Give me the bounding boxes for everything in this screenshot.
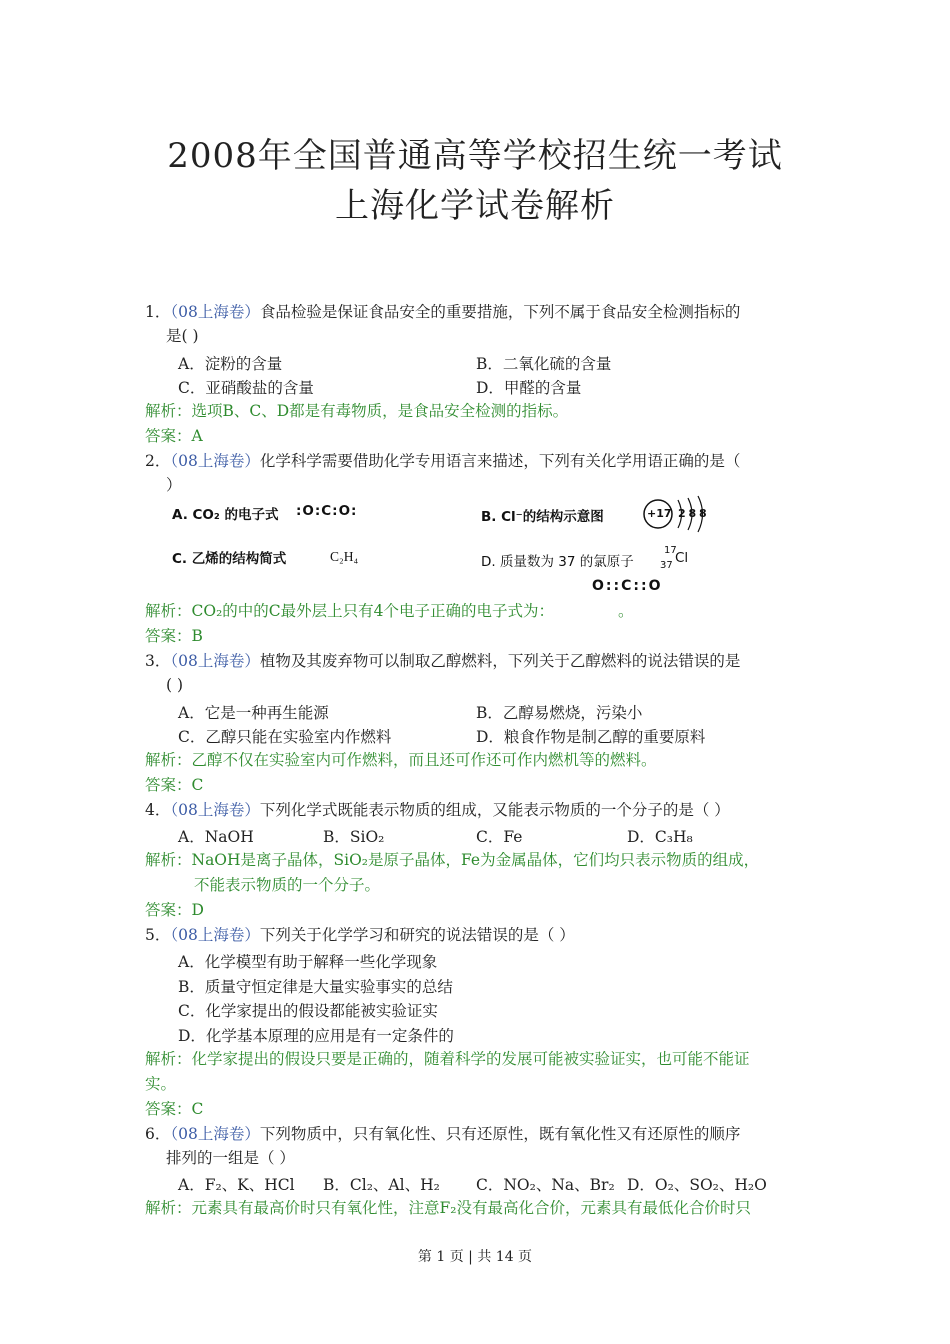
question-text: 食品检验是保证食品安全的重要措施，下列不属于食品安全检测指标的 [259,303,741,321]
question-text: 下列化学式既能表示物质的组成，又能表示物质的一个分子的是（ ） [259,801,730,819]
q3-answer: 答案：C [145,776,204,794]
q2-option-c: C. 乙烯的结构简式 [172,551,287,567]
question-1-stem-cont: 是( ) [166,327,199,345]
question-number: 5． [145,926,171,944]
question-source: （08上海卷） [170,926,260,944]
q4-analysis: 解析：NaOH是离子晶体，SiO₂是原子晶体，Fe为金属晶体，它们均只表示物质的组成， [145,851,760,869]
question-source: （08上海卷） [170,801,260,819]
q4-option-d: D．C₃H₈ [627,828,693,846]
q6-option-a: A．F₂、K、HCl [178,1176,295,1194]
q1-option-b: B．二氧化硫的含量 [476,355,612,373]
q2-option-c-formula: C₂H₄ [330,549,359,564]
question-number: 3． [145,652,171,670]
q3-option-c: C．乙醇只能在实验室内作燃料 [178,728,392,746]
chlorine-symbol: Cl [675,550,689,566]
question-text: 下列物质中，只有氧化性、只有还原性，既有氧化性又有还原性的顺序 [259,1125,741,1143]
q2-option-b: B. Cl⁻的结构示意图 [481,509,604,525]
question-number: 1． [145,303,171,321]
shell-electrons: 2 8 8 [678,507,707,520]
q3-analysis: 解析：乙醇不仅在实验室内可作燃料，而且还可作还可作内燃机等的燃料。 [145,751,657,769]
q2-answer: 答案：B [145,627,203,645]
question-3-stem-cont: ( ) [166,676,184,694]
q4-option-c: C．Fe [476,828,523,846]
q4-analysis-cont: 不能表示物质的一个分子。 [194,876,381,894]
q3-option-a: A．它是一种再生能源 [178,704,329,722]
q2-option-a: A. CO₂ 的电子式 [172,507,279,523]
q1-analysis: 解析：选项B、C、D都是有毒物质，是食品安全检测的指标。 [145,402,569,420]
q6-option-b: B．Cl₂、Al、H₂ [323,1176,440,1194]
q5-option-d: D．化学基本原理的应用是有一定条件的 [178,1027,454,1045]
question-4-stem [145,800,730,820]
question-source: （08上海卷） [170,303,260,321]
atomic-number: 17 [664,545,677,556]
q5-option-c: C．化学家提出的假设都能被实验证实 [178,1002,438,1020]
q1-option-d: D．甲醛的含量 [476,379,582,397]
q3-option-d: D．粮食作物是制乙醇的重要原料 [476,728,706,746]
q5-analysis-cont: 实。 [145,1075,177,1093]
q4-option-a: A．NaOH [178,828,254,846]
q4-answer: 答案：D [145,901,204,919]
question-number: 2． [145,452,171,470]
question-2-stem-cont: ） [166,476,182,494]
question-text: 下列关于化学学习和研究的说法错误的是（ ） [259,926,575,944]
q5-answer: 答案：C [145,1100,204,1118]
q6-option-c: C．NO₂、Na、Br₂ [476,1176,615,1194]
q5-option-a: A．化学模型有助于解释一些化学现象 [178,953,438,971]
question-6-stem [145,1124,740,1144]
page-title: 2008年全国普通高等学校招生统一考试 [167,136,783,176]
analysis-end: 。 [618,602,634,620]
question-text: 化学科学需要借助化学专用语言来描述，下列有关化学用语正确的是（ [259,452,741,470]
question-1-stem [145,302,740,322]
page-footer: 第 1 页 | 共 14 页 [417,1249,533,1265]
q1-answer: 答案：A [145,427,203,445]
q4-option-b: B．SiO₂ [323,828,385,846]
question-5-stem [145,925,575,945]
q2-option-a-formula: :O:C:O: [296,503,358,519]
q6-analysis: 解析：元素具有最高价时只有氧化性，注意F₂没有最高化合价，元素具有最低化合价时只 [145,1199,751,1217]
q3-option-b: B．乙醇易燃烧，污染小 [476,704,643,722]
question-number: 4． [145,801,171,819]
question-number: 6． [145,1125,171,1143]
question-text: 植物及其废弃物可以制取乙醇燃料，下列关于乙醇燃料的说法错误的是 [259,652,741,670]
q2-analysis [145,601,634,621]
question-2-stem [145,451,740,471]
page-subtitle: 上海化学试卷解析 [335,186,615,226]
q5-analysis: 解析：化学家提出的假设只要是正确的，随着科学的发展可能被实验证实，也可能不能证 [145,1050,750,1068]
question-6-stem-cont: 排列的一组是（ ） [166,1149,295,1167]
question-3-stem [145,651,740,671]
question-source: （08上海卷） [170,1125,260,1143]
nucleus-charge: +17 [647,507,672,520]
analysis-text: 解析：CO₂的中的C最外层上只有4个电子正确的电子式为： [145,602,555,620]
q6-option-d: D．O₂、SO₂、H₂O [627,1176,767,1194]
q1-option-a: A．淀粉的含量 [178,355,283,373]
q2-option-d: D. 质量数为 37 的氯原子 [481,554,634,570]
question-source: （08上海卷） [170,652,260,670]
q1-option-c: C．亚硝酸盐的含量 [178,379,314,397]
correct-co2-electron-formula: O::C::O [592,578,663,594]
mass-number: 37 [660,560,673,571]
q5-option-b: B．质量守恒定律是大量实验事实的总结 [178,978,453,996]
question-source: （08上海卷） [170,452,260,470]
